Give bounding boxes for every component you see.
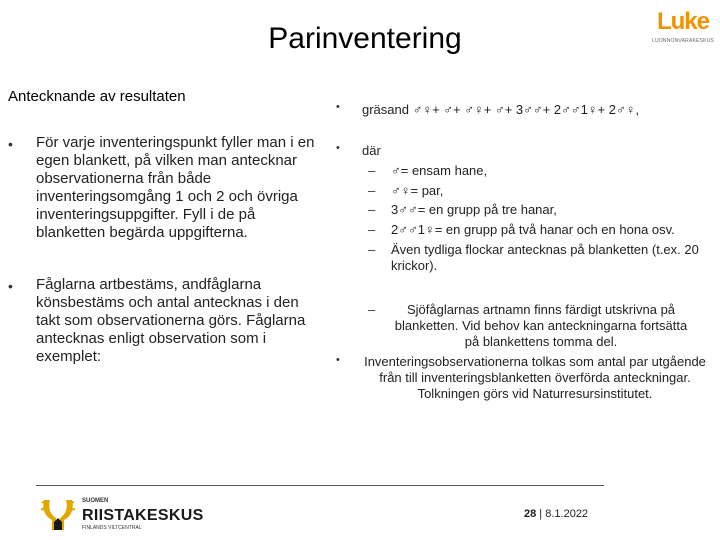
luke-logo-subtext: LUONNONVARAKESKUS xyxy=(652,38,714,44)
bullet-dot: • xyxy=(8,278,13,294)
dash: – xyxy=(368,302,376,317)
riistakeskus-name: RIISTAKESKUS xyxy=(82,507,204,524)
footer-divider xyxy=(36,485,604,486)
slide-title: Parinventering xyxy=(268,22,462,55)
sub-item-6: Sjöfåglarnas artnamn finns färdigt utskrivna på blanketten. Vid behov kan anteckningarna fortsätta på blankettens tomma del. xyxy=(394,302,688,349)
page-separator: | xyxy=(536,508,546,520)
riistakeskus-logo xyxy=(38,496,218,532)
left-bullet-1: För varje inventeringspunkt fyller man i en egen blankett, på vilken man antecknar observationerna från både inventeringsomgång 1 och 2 och övriga inventeringsuppgifter. Fyll i de på blanketten begärda uppgifterna. xyxy=(36,134,315,241)
sub-item-4: 2♂♂1♀= en grupp på två hanar och en hona osv. xyxy=(391,222,675,237)
page-date: 8.1.2022 xyxy=(545,508,589,520)
sub-item-5: Även tydliga flockar antecknas på blanketten (t.ex. 20 krickor). xyxy=(391,242,699,273)
bullet-dot: • xyxy=(336,354,340,366)
riistakeskus-top-text: SUOMEN xyxy=(82,498,109,504)
bullet-dot: • xyxy=(336,142,340,154)
riistakeskus-subtext: FINLANDS VILTCENTRAL xyxy=(82,525,142,531)
sub-item-3: 3♂♂= en grupp på tre hanar, xyxy=(391,202,557,217)
dash: – xyxy=(368,163,376,178)
page-number: 28 xyxy=(524,508,537,520)
sub-item-2: ♂♀= par, xyxy=(391,183,444,198)
subheading: Antecknande av resultaten xyxy=(8,88,186,105)
antler-icon xyxy=(38,496,78,532)
example-line: gräsand ♂♀+ ♂+ ♂♀+ ♂+ 3♂♂+ 2♂♂1♀+ 2♂♀, xyxy=(362,102,640,117)
luke-logo xyxy=(652,8,714,48)
luke-logo-text: Luke xyxy=(656,8,709,35)
sub-item-1: ♂= ensam hane, xyxy=(391,163,488,178)
left-bullet-2: Fåglarna artbestäms, andfåglarna könsbestäms och antal antecknas i den takt som observationerna görs. Fåglarna antecknas enligt observation som i exemplet: xyxy=(36,276,306,365)
bullet-dot: • xyxy=(8,136,13,152)
dash: – xyxy=(368,222,376,237)
dar-label: där xyxy=(362,143,381,158)
dash: – xyxy=(368,183,376,198)
page-footer xyxy=(524,508,588,520)
dash: – xyxy=(368,202,376,217)
bullet-dot: • xyxy=(336,101,340,113)
right-last-bullet: Inventeringsobservationerna tolkas som antal par utgående från till inventeringsblanketten överförda anteckningar. Tolkningen görs vid Naturresursinstitutet. xyxy=(364,354,706,401)
dash: – xyxy=(368,242,376,257)
